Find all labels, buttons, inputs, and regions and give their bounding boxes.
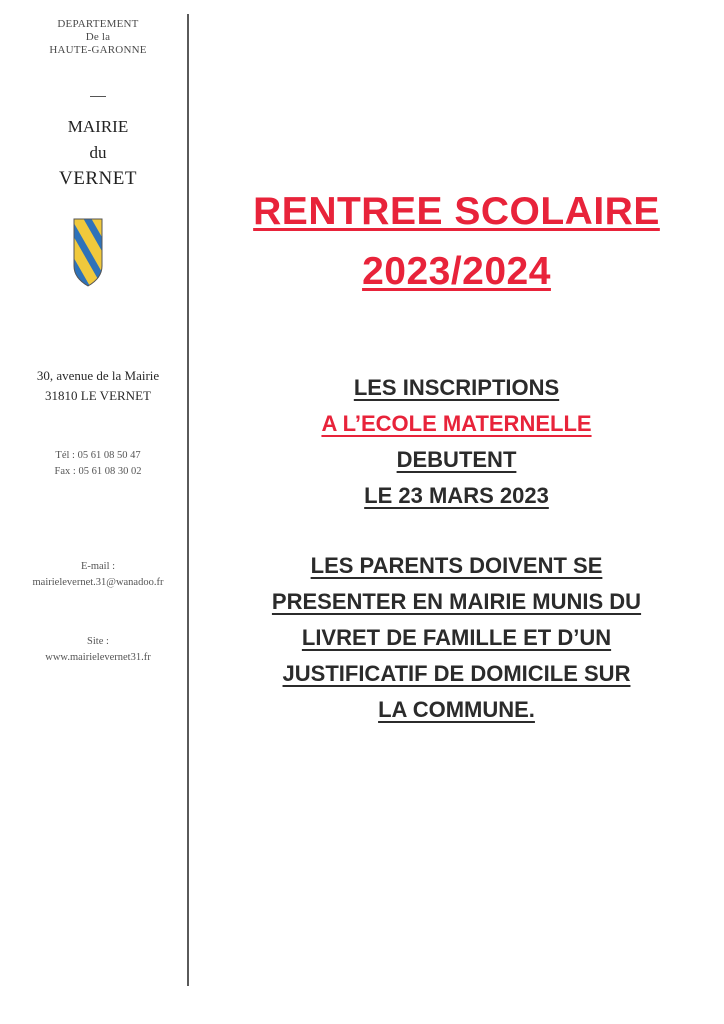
notice-line: [189, 406, 724, 442]
address-block: [10, 366, 186, 406]
announcement-main: [189, 0, 724, 1024]
instruction-text: LES PARENTS DOIVENT SE: [310, 553, 603, 578]
separator-dash: [90, 96, 106, 97]
notice-line: [189, 478, 724, 514]
instruction-text: LIVRET DE FAMILLE ET D’UN: [301, 625, 612, 650]
notice-line: [189, 370, 724, 406]
instruction-line: [189, 548, 724, 584]
address-line: 30, avenue de la Mairie: [36, 368, 160, 383]
website-block: [10, 634, 186, 666]
site-url: www.mairielevernet31.fr: [45, 652, 151, 663]
department-line: DEPARTEMENT: [57, 18, 139, 30]
instruction-line: [189, 584, 724, 620]
shield-bend: [103, 218, 117, 288]
mairie-line: du: [89, 143, 107, 162]
notice-text: LE 23 MARS 2023: [364, 483, 549, 508]
notice-line: [189, 442, 724, 478]
title-line-1: RENTREE SCOLAIRE: [253, 190, 660, 233]
title-line-2: 2023/2024: [362, 250, 551, 293]
instruction-text: LA COMMUNE.: [378, 697, 535, 722]
registration-notice: [189, 370, 724, 514]
mairie-line: MAIRIE: [67, 117, 129, 136]
email-address: mairielevernet.31@wanadoo.fr: [32, 577, 164, 588]
fax-number: Fax : 05 61 08 30 02: [54, 466, 142, 477]
instruction-text: JUSTIFICATIF DE DOMICILE SUR: [282, 661, 631, 686]
department-block: [10, 18, 186, 57]
email-block: [10, 559, 186, 591]
notice-text: LES INSCRIPTIONS: [353, 375, 560, 400]
instruction-line: [189, 692, 724, 728]
department-line: HAUTE-GARONNE: [49, 44, 147, 56]
phone-block: [10, 448, 186, 480]
coat-of-arms-icon: [59, 218, 117, 288]
mairie-line: VERNET: [59, 168, 137, 189]
letterhead-sidebar: [10, 14, 186, 984]
notice-text: A L’ECOLE MATERNELLE: [321, 411, 592, 436]
instruction-line: [189, 656, 724, 692]
instruction-line: [189, 620, 724, 656]
site-label: Site :: [87, 636, 109, 647]
address-line: 31810 LE VERNET: [45, 388, 151, 403]
mairie-name-block: [10, 114, 186, 192]
phone-number: Tél : 05 61 08 50 47: [55, 450, 141, 461]
email-label: E-mail :: [80, 561, 116, 572]
department-line: De la: [85, 31, 111, 43]
notice-text: DEBUTENT: [396, 447, 517, 472]
instruction-text: PRESENTER EN MAIRIE MUNIS DU: [271, 589, 642, 614]
parents-instructions: [189, 548, 724, 728]
